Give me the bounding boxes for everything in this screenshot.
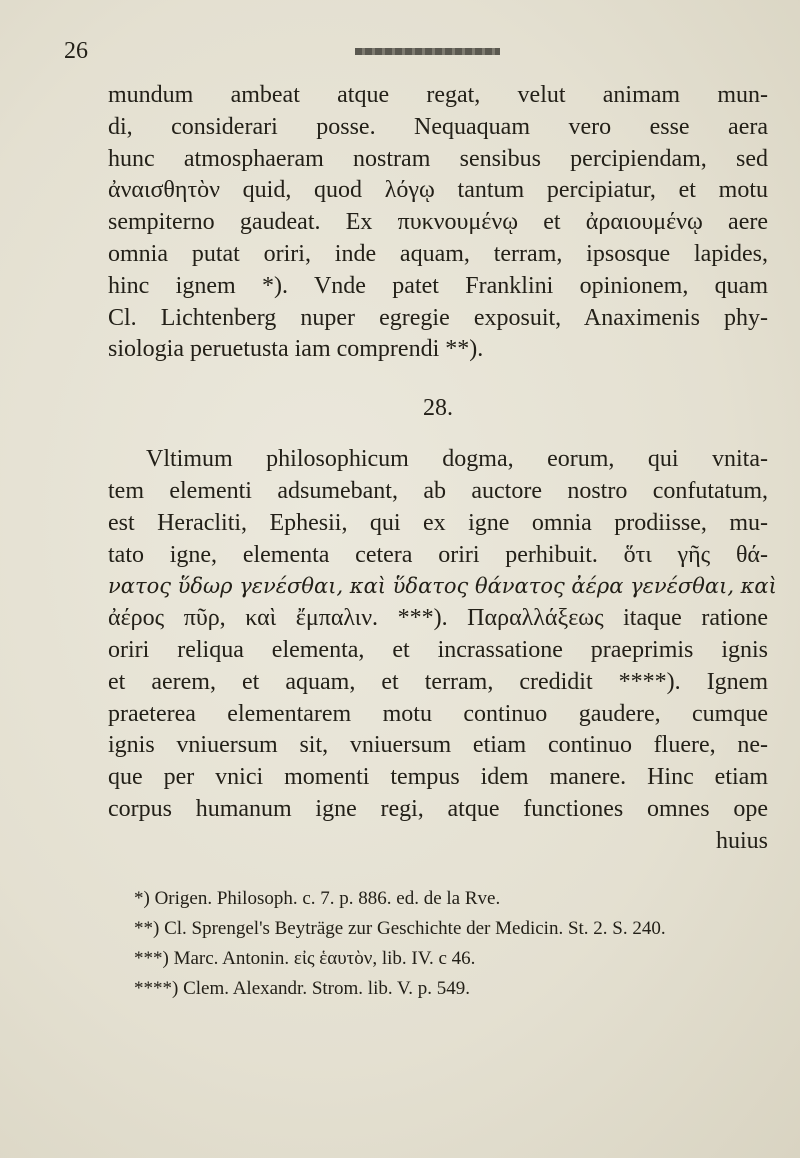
header-rule	[355, 48, 500, 55]
text-line: mundum ambeat atque regat, velut animam mun-	[108, 82, 768, 108]
footnote: *) Origen. Philosoph. c. 7. p. 886. ed. de la Rve.	[134, 888, 501, 909]
text-line: sempiterno gaudeat. Ex πυκνουμένῳ et ἀραιουμένῳ aere	[108, 209, 768, 236]
text-line: corpus humanum igne regi, atque functiones omnes ope	[108, 795, 768, 822]
footnote: ****) Clem. Alexandr. Strom. lib. V. p. 549.	[134, 978, 471, 999]
text-line: Cl. Lichtenberg nuper egregie exposuit, Anaximenis phy-	[108, 304, 768, 331]
text-line: hunc atmosphaeram nostram sensibus percipiendam, sed	[108, 145, 768, 172]
footnote: ***) Marc. Antonin. εἰς ἑαυτὸν, lib. IV. c 46.	[134, 948, 476, 969]
text-line: Vltimum philosophicum dogma, eorum, qui vnita-	[146, 446, 768, 473]
footnote: **) Cl. Sprengel's Beyträge zur Geschichte der Medicin. St. 2. S. 240.	[134, 918, 666, 939]
page-number: 26	[64, 38, 88, 64]
text-line: hinc ignem *). Vnde patet Franklini opinionem, quam	[108, 272, 768, 299]
text-line: praeterea elementarem motu continuo gaudere, cumque	[108, 700, 768, 727]
text-line: tem elementi adsumebant, ab auctore nostro confutatum,	[108, 477, 768, 504]
text-line: omnia putat oriri, inde aquam, terram, ipsosque lapides,	[108, 240, 768, 267]
text-line: di, considerari posse. Nequaquam vero esse aera	[108, 113, 768, 140]
text-line: tato igne, elementa cetera oriri perhibuit. ὅτι γῆς θά-	[108, 541, 768, 568]
text-line: ignis vniuersum sit, vniuersum etiam continuo fluere, ne-	[108, 732, 768, 759]
text-line: ἀναισθητὸν quid, quod λόγῳ tantum percipiatur, et motu	[108, 177, 768, 204]
text-line: que per vnici momenti tempus idem manere. Hinc etiam	[108, 764, 768, 791]
text-line: siologia peruetusta iam comprendi **).	[108, 336, 484, 363]
text-line: est Heracliti, Ephesii, qui ex igne omnia prodiisse, mu-	[108, 509, 768, 536]
text-line: ἀέρος πῦρ, καὶ ἔμπαλιν. ***). Παραλλάξεως itaque ratione	[108, 605, 768, 632]
catchword: huius	[715, 827, 768, 854]
main-text	[108, 80, 777, 858]
section-number: 28.	[423, 395, 453, 422]
text-line: et aerem, et aquam, et terram, credidit ****). Ignem	[108, 668, 768, 695]
text-line: oriri reliqua elementa, et incrassatione praeprimis ignis	[108, 636, 768, 663]
footnotes	[134, 884, 774, 1004]
greek-line: νατος ὕδωρ γενέσθαι, καὶ ὕδατος θάνατος ἀέρα γενέσθαι, καὶ	[108, 574, 777, 599]
